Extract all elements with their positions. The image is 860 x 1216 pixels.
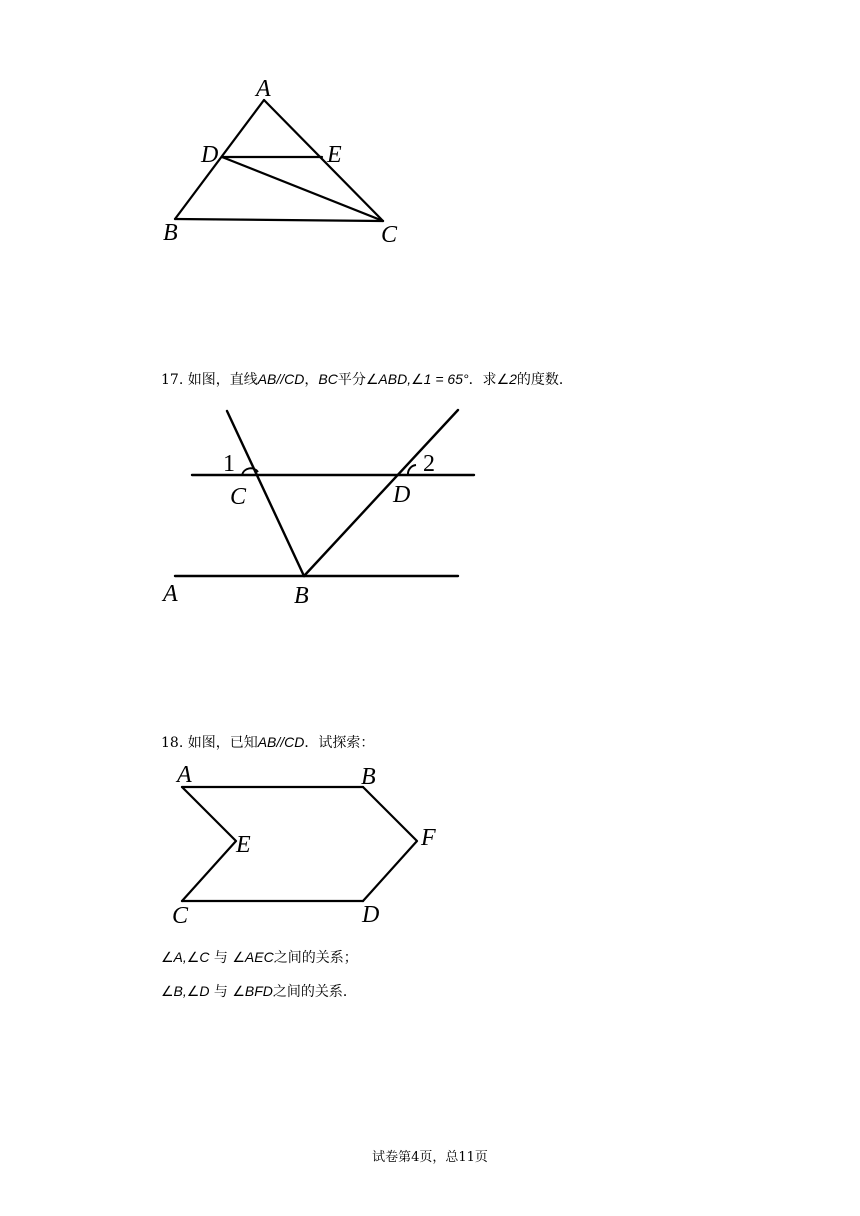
label-a-2: A xyxy=(163,581,178,607)
label-b: B xyxy=(163,220,178,246)
math-target: ∠2 xyxy=(496,371,517,387)
page-footer: 试卷第4页，总11页 xyxy=(372,1150,488,1165)
label-c: C xyxy=(381,222,398,248)
label-d-2: D xyxy=(393,482,411,508)
separator: ， xyxy=(304,372,319,388)
math-angles: ∠B,∠D xyxy=(161,983,210,999)
question-text-post: 的度数． xyxy=(516,372,573,388)
label-a-3: A xyxy=(177,762,192,788)
label-e-3: E xyxy=(236,832,251,858)
math-angle-aec: ∠AEC xyxy=(232,949,274,965)
question-text-mid2: ．求 xyxy=(468,372,497,388)
subquestion-text: 之间的关系． xyxy=(272,984,357,1000)
angle-2-label: 2 xyxy=(423,451,435,477)
parallel-lines-figure xyxy=(175,410,474,576)
subquestion-text: 之间的关系； xyxy=(273,950,358,966)
math-parallel: AB//CD xyxy=(257,371,305,387)
label-e: E xyxy=(327,142,342,168)
polygon-figure xyxy=(182,787,417,901)
question-text-pre: 如图，直线 xyxy=(187,372,258,388)
math-parallel: AB//CD xyxy=(257,734,305,750)
question-number: 17. xyxy=(161,372,184,388)
math-angle-bfd: ∠BFD xyxy=(232,983,273,999)
label-b-2: B xyxy=(294,583,309,609)
label-f-3: F xyxy=(421,825,436,851)
question-text-post: ．试探索： xyxy=(304,735,375,751)
question-17-text xyxy=(161,369,573,390)
q18-subquestion-2 xyxy=(161,981,357,1002)
math-bisector: BC xyxy=(318,371,338,387)
label-d: D xyxy=(201,142,219,168)
math-angles: ∠A,∠C xyxy=(161,949,210,965)
conjunction: 与 xyxy=(213,950,228,966)
conjunction: 与 xyxy=(213,984,228,1000)
label-a: A xyxy=(256,76,271,102)
label-d-3: D xyxy=(362,902,380,928)
question-18-text xyxy=(161,732,374,753)
question-text-pre: 如图，已知 xyxy=(187,735,258,751)
question-number: 18. xyxy=(161,735,184,751)
math-angle: ∠ABD,∠1 = 65° xyxy=(365,371,469,387)
label-c-3: C xyxy=(172,903,189,929)
question-text-mid: 平分 xyxy=(337,372,366,388)
angle-1-label: 1 xyxy=(223,451,235,477)
label-b-3: B xyxy=(361,764,376,790)
q18-subquestion-1 xyxy=(161,947,358,968)
label-c-2: C xyxy=(230,484,247,510)
